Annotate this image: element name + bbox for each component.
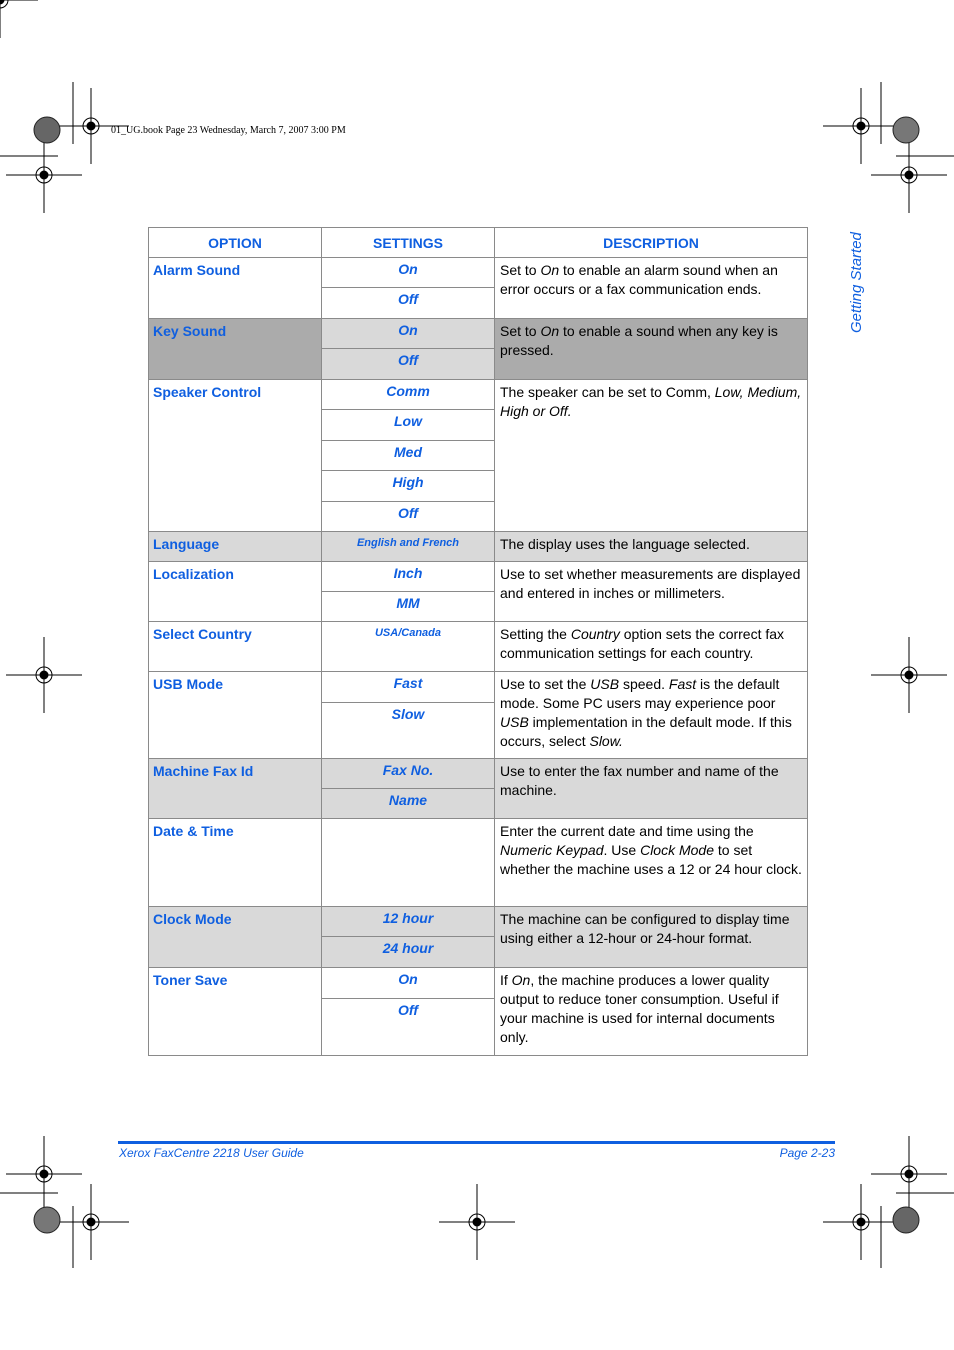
setting-value: Inch — [322, 562, 495, 592]
setting-value: On — [322, 258, 495, 288]
table-row — [149, 532, 808, 562]
setting-value: Fax No. — [322, 759, 495, 789]
setting-value: Off — [322, 349, 495, 380]
option-name: Key Sound — [149, 319, 322, 380]
column-header-settings: SETTINGS — [322, 228, 495, 258]
setting-value: Off — [322, 502, 495, 532]
option-description: The display uses the language selected. — [495, 532, 808, 562]
setting-value: 12 hour — [322, 907, 495, 937]
footer-guide-title: Xerox FaxCentre 2218 User Guide — [119, 1146, 304, 1160]
setting-value: Off — [322, 999, 495, 1056]
setting-value: Low — [322, 410, 495, 441]
column-header-description: DESCRIPTION — [495, 228, 808, 258]
table-row — [149, 562, 808, 592]
setting-value: On — [322, 319, 495, 349]
table-row — [149, 319, 808, 349]
option-description: Use to enter the fax number and name of the machine. — [495, 759, 808, 819]
table-row — [149, 258, 808, 288]
option-name: Date & Time — [149, 819, 322, 907]
option-description: The speaker can be set to Comm, Low, Medium, High or Off. — [495, 380, 808, 532]
option-name: Language — [149, 532, 322, 562]
option-name: USB Mode — [149, 672, 322, 759]
options-table-body — [149, 258, 808, 1056]
setting-value: Med — [322, 441, 495, 471]
table-row — [149, 622, 808, 672]
option-description: If On, the machine produces a lower quality output to reduce toner consumption. Useful if your machine is used for internal documents only. — [495, 968, 808, 1056]
option-description: Use to set whether measurements are displayed and entered in inches or millimeters. — [495, 562, 808, 622]
setting-value: English and French — [322, 532, 495, 562]
option-description: Set to On to enable an alarm sound when an error occurs or a fax communication ends. — [495, 258, 808, 319]
option-description: Setting the Country option sets the correct fax communication settings for each country. — [495, 622, 808, 672]
setting-value: Comm — [322, 380, 495, 410]
setting-value: 24 hour — [322, 937, 495, 968]
table-row — [149, 672, 808, 703]
option-name: Select Country — [149, 622, 322, 672]
setting-value: MM — [322, 592, 495, 622]
option-name: Localization — [149, 562, 322, 622]
setting-value: USA/Canada — [322, 622, 495, 672]
setting-value: Off — [322, 288, 495, 319]
setting-value: Fast — [322, 672, 495, 703]
option-name: Alarm Sound — [149, 258, 322, 319]
option-description: The machine can be configured to display time using either a 12-hour or 24-hour format. — [495, 907, 808, 968]
setting-value: Slow — [322, 703, 495, 759]
options-table — [148, 227, 808, 1056]
option-description: Enter the current date and time using the Numeric Keypad. Use Clock Mode to set whether the machine uses a 12 or 24 hour clock. — [495, 819, 808, 907]
table-row — [149, 380, 808, 410]
side-section-title: Getting Started — [848, 232, 865, 333]
setting-value: High — [322, 471, 495, 502]
table-row — [149, 819, 808, 907]
setting-value: Name — [322, 789, 495, 819]
footer-page-number: Page 2-23 — [779, 1146, 835, 1160]
option-name: Machine Fax Id — [149, 759, 322, 819]
option-description: Set to On to enable a sound when any key is pressed. — [495, 319, 808, 380]
setting-value — [322, 819, 495, 907]
option-name: Toner Save — [149, 968, 322, 1056]
option-description: Use to set the USB speed. Fast is the default mode. Some PC users may experience poor USB implementation in the default mode. If this occurs, select Slow. — [495, 672, 808, 759]
table-row — [149, 759, 808, 789]
table-row — [149, 907, 808, 937]
footer-rule — [118, 1141, 835, 1144]
option-name: Speaker Control — [149, 380, 322, 532]
table-row — [149, 968, 808, 999]
book-info-header: 01_UG.book Page 23 Wednesday, March 7, 2007 3:00 PM — [111, 125, 346, 136]
column-header-option: OPTION — [149, 228, 322, 258]
setting-value: On — [322, 968, 495, 999]
option-name: Clock Mode — [149, 907, 322, 968]
